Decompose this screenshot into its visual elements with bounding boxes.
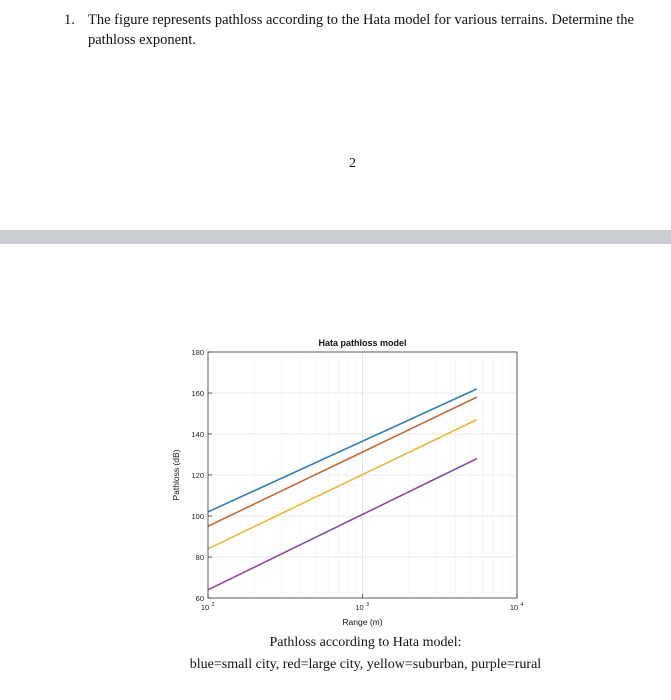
x-tick-label-exponent: 4 (520, 602, 524, 608)
figure-caption-line-2: blue=small city, red=large city, yellow=suburban, purple=rural (189, 657, 542, 672)
figure-caption-line-1: Pathloss according to Hata model: (269, 635, 462, 650)
page-number: 2 (349, 156, 356, 171)
page-break-divider (0, 230, 671, 244)
chart-title: Hata pathloss model (318, 338, 407, 348)
y-tick-label: 160 (191, 389, 204, 398)
question-text: The figure represents pathloss according to the Hata model for various terrains. Determine the pathloss exponent. (88, 12, 634, 48)
y-tick-label: 80 (195, 553, 204, 562)
y-tick-label: 100 (191, 512, 204, 521)
x-tick-label-base: 10 (200, 603, 210, 612)
x-tick-label-base: 10 (509, 603, 519, 612)
x-tick-label-exponent: 2 (211, 602, 215, 608)
question-number: 1. (64, 12, 75, 28)
y-axis-label: Pathloss (dB) (171, 449, 181, 501)
y-tick-label: 180 (191, 348, 204, 357)
x-axis-label: Range (m) (342, 617, 383, 627)
hata-pathloss-figure (160, 330, 540, 632)
x-tick-label-base: 10 (355, 603, 364, 612)
x-tick-label-exponent: 3 (365, 602, 370, 608)
y-tick-label: 140 (191, 430, 204, 439)
y-tick-label: 120 (191, 471, 204, 480)
pathloss-chart (160, 330, 540, 632)
y-tick-label: 60 (195, 594, 204, 603)
